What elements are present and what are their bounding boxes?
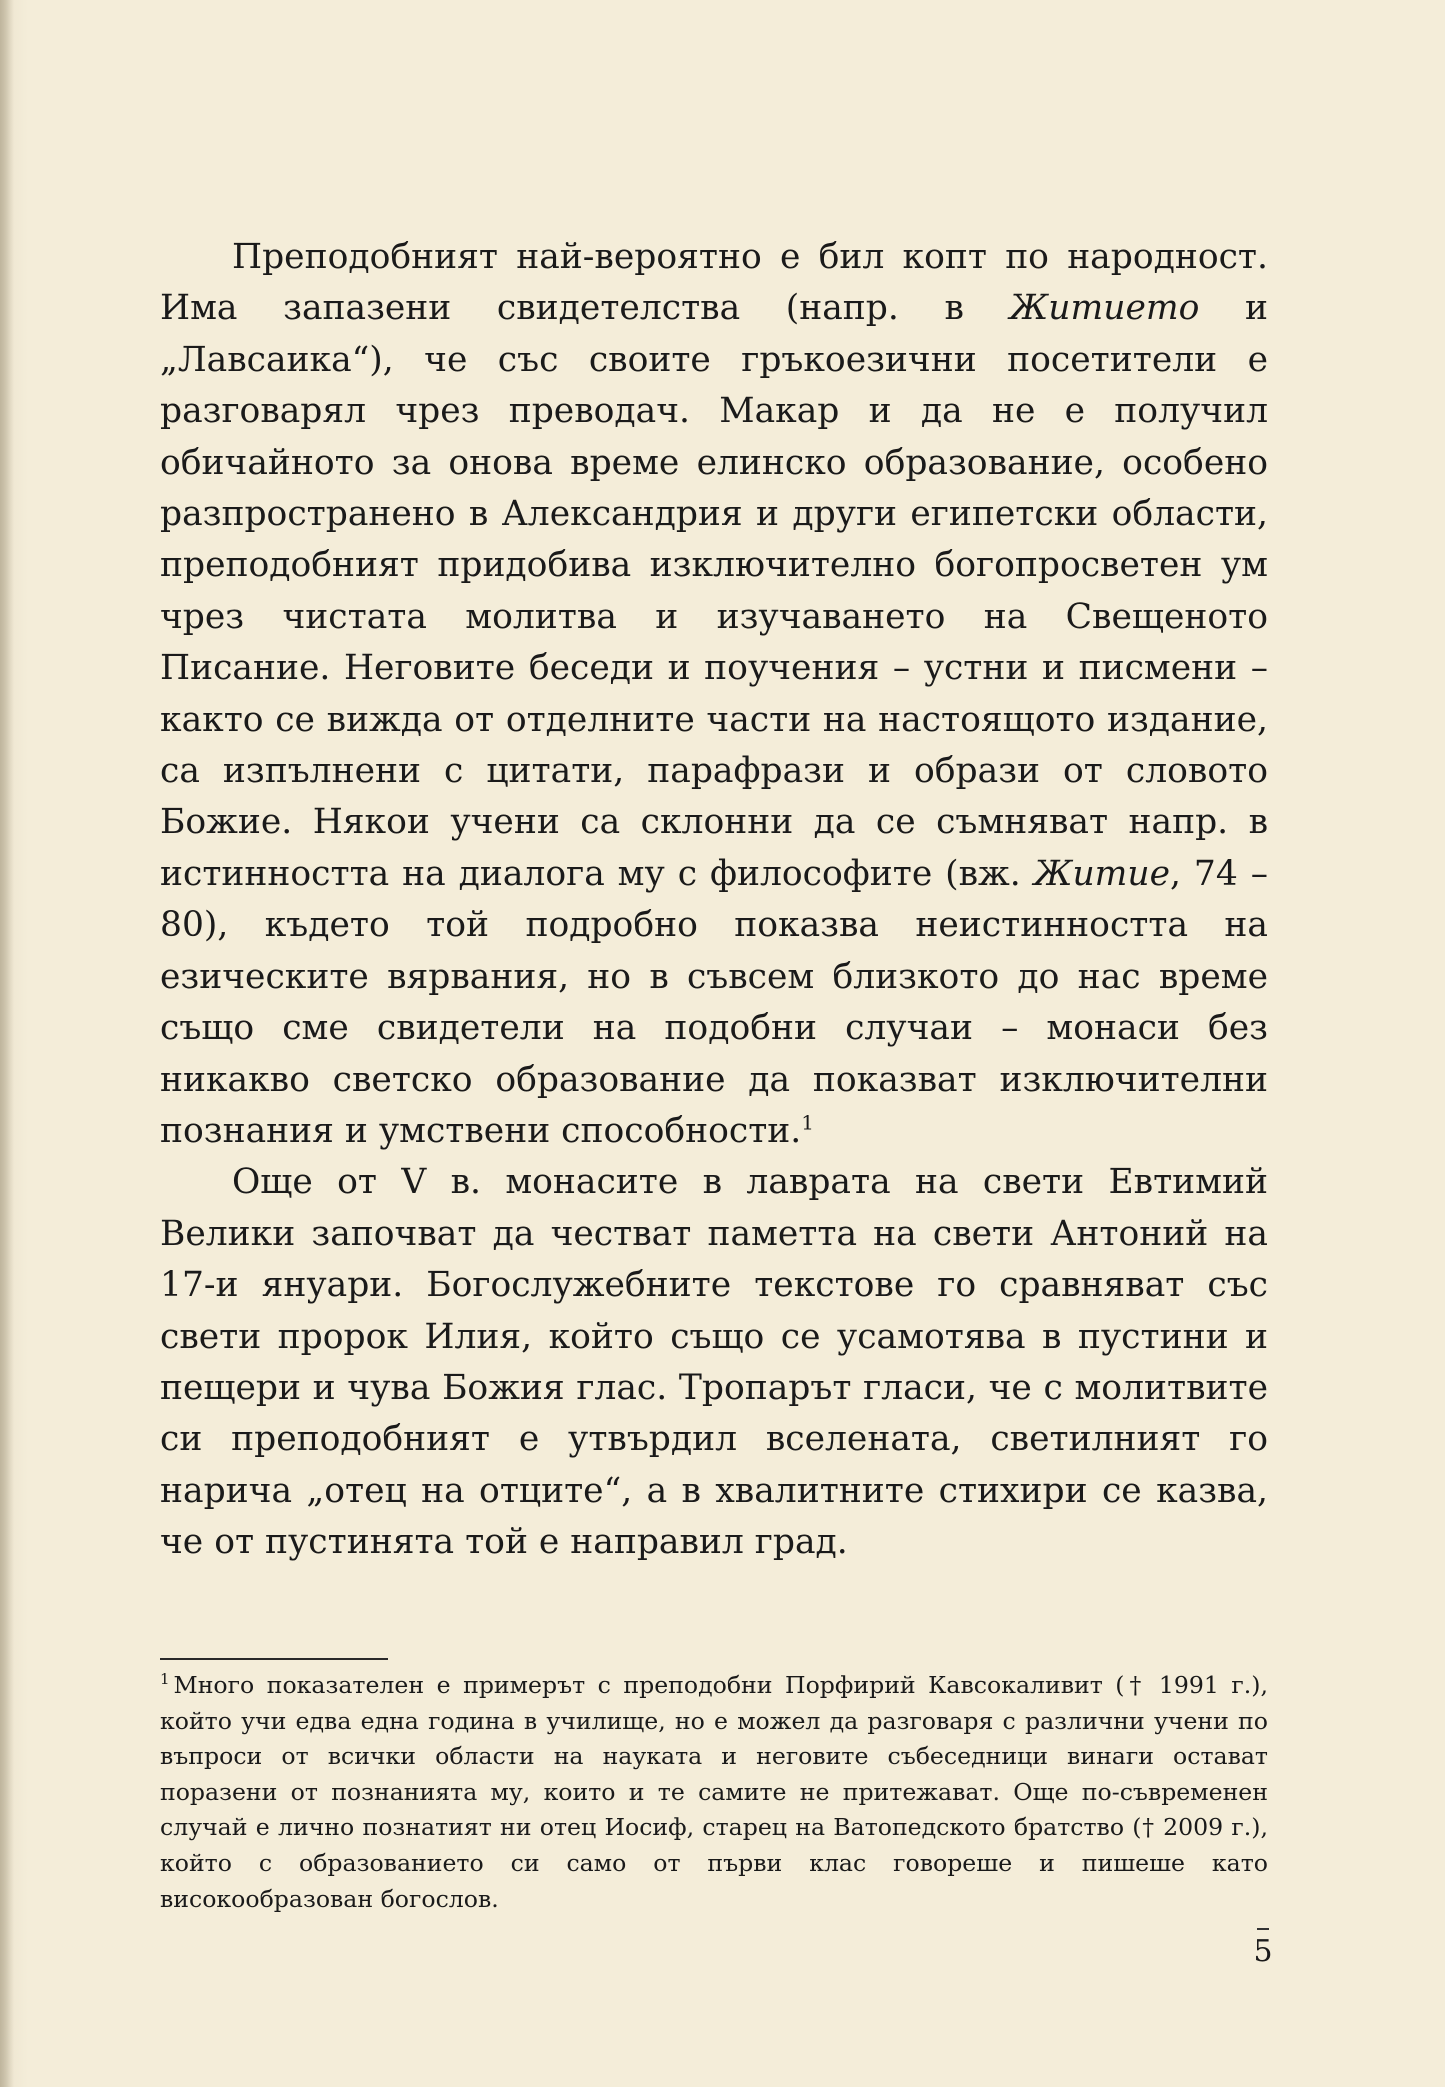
- footnote-divider: [160, 1658, 388, 1660]
- paragraph-1-end: , 74 – 80), където той подробно показва неистинността на езическите вярвания, но в съвсем близкото до нас време също сме свидетели на подобни случаи – монаси без никакво светско образование да показват изключителни познания и умствени способности.: [160, 853, 1268, 1151]
- footnote: [160, 1668, 1268, 1917]
- italic-title-zhitieto: Житието: [1009, 288, 1200, 329]
- footnote-reference[interactable]: 1: [801, 1110, 814, 1135]
- paragraph-1-middle: и „Лавсаика“), че със своите гръкоезични посетители е разговарял чрез преводач. Макар и да не е получил обичайното за онова време елинско образование, особено разпространено в Александрия и други египетски области, преподобният придобива изключително богопросветен ум чрез чистата молитва и изучаването на Свещеното Писание. Неговите беседи и поучения – устни и писмени – както се вижда от отделните части на настоящото издание, са изпълнени с цитати, парафрази и образи от словото Божие. Някои учени са склонни да се съмняват напр. в истинността на диалога му с философите (вж.: [160, 288, 1268, 894]
- paragraph-2: Още от V в. монасите в лаврата на свети Евтимий Велики започват да честват паметта на свети Антоний на 17-и януари. Богослужебните текстове го сравняват със свети пророк Илия, който също се усамотява в пустини и пещери и чува Божия глас. Тропарът гласи, че с молитвите си преподобният е утвърдил вселената, светилният го нарича „отец на отците“, а в хвалитните стихири се казва, че от пустинята той е направил град.: [160, 1162, 1268, 1563]
- footnote-mark: 1: [160, 1670, 170, 1689]
- paragraph-1-start: Преподобният най-вероятно е бил копт по народност. Има запазени свидетелства (напр. в: [160, 237, 1268, 329]
- main-text: [160, 232, 1268, 1569]
- footnote-text: Много показателен е примерът с преподобни Порфирий Кавсокаливит († 1991 г.), който учи едва една година в училище, но е можел да разговаря с различни учени по въпроси от всички области на науката и неговите събеседници винаги остават поразени от познанията му, които и те самите не притежават. Още по-съвременен случай е лично познатият ни отец Иосиф, старец на Ватопедското братство († 2009 г.), който с образованието си само от първи клас говореше и пишеше като високообразован богослов.: [160, 1671, 1268, 1913]
- gutter-shadow: [0, 0, 14, 2087]
- paragraph-1: [160, 232, 1268, 1157]
- page-number: 5: [1248, 1934, 1278, 1970]
- italic-title-zhitie: Житие: [1033, 853, 1171, 894]
